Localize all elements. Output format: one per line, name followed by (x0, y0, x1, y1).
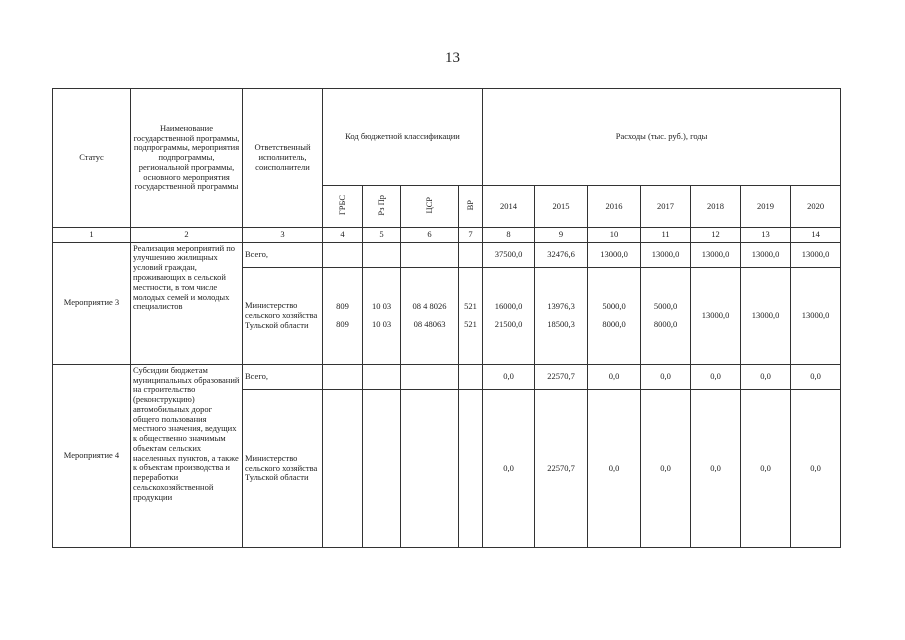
col-number: 10 (588, 227, 641, 242)
col-number: 8 (483, 227, 535, 242)
col-number: 1 (53, 227, 131, 242)
header-code-csr: ЦСР (401, 185, 459, 227)
col-number: 7 (459, 227, 483, 242)
measure4-2019: 0,0 (741, 390, 791, 548)
measure3-responsible: Министерство сельского хозяйства Тульской области (243, 267, 323, 364)
measure3-vr: 521 521 (459, 267, 483, 364)
col-number: 2 (131, 227, 243, 242)
measure3-2017: 5000,0 8000,0 (641, 267, 691, 364)
column-number-row (53, 227, 841, 242)
measure3-total-label: Всего, (243, 242, 323, 267)
measure3-total-csr (401, 242, 459, 267)
header-year-2019: 2019 (741, 185, 791, 227)
header-year-2018: 2018 (691, 185, 741, 227)
header-expenses: Расходы (тыс. руб.), годы (483, 89, 841, 186)
measure3-2019: 13000,0 (741, 267, 791, 364)
measure4-status: Мероприятие 4 (53, 364, 131, 547)
measure4-total-csr (401, 364, 459, 389)
measure3-2014: 16000,0 21500,0 (483, 267, 535, 364)
header-code-rzpr: Рз Пр (363, 185, 401, 227)
page-number: 13 (445, 50, 460, 66)
measure4-name: Субсидии бюджетам муниципальных образований на строительство (реконструкцию) автомобильных дорог общего пользования местного значения, ведущих к общественно значимым объектам сельских населенных пунктов, а также к объектам производства и переработки сельскохозяйственной продукции (131, 364, 243, 547)
measure3-total-2019: 13000,0 (741, 242, 791, 267)
measure3-csr: 08 4 8026 08 48063 (401, 267, 459, 364)
measure4-2020: 0,0 (791, 390, 841, 548)
measure3-total-rzpr (363, 242, 401, 267)
measure3-total-2016: 13000,0 (588, 242, 641, 267)
measure4-total-2016: 0,0 (588, 364, 641, 389)
header-status: Статус (53, 89, 131, 228)
budget-table (52, 88, 841, 548)
measure3-total-2017: 13000,0 (641, 242, 691, 267)
measure4-grbs (323, 390, 363, 548)
col-number: 6 (401, 227, 459, 242)
measure3-total-row (53, 242, 841, 267)
col-number: 5 (363, 227, 401, 242)
measure4-total-2017: 0,0 (641, 364, 691, 389)
col-number: 11 (641, 227, 691, 242)
measure4-total-2015: 22570,7 (535, 364, 588, 389)
measure4-csr (401, 390, 459, 548)
measure4-total-grbs (323, 364, 363, 389)
measure4-total-2018: 0,0 (691, 364, 741, 389)
col-number: 13 (741, 227, 791, 242)
measure3-total-2020: 13000,0 (791, 242, 841, 267)
measure4-total-vr (459, 364, 483, 389)
measure3-total-vr (459, 242, 483, 267)
measure3-total-2018: 13000,0 (691, 242, 741, 267)
measure3-2018: 13000,0 (691, 267, 741, 364)
col-number: 3 (243, 227, 323, 242)
header-responsible: Ответственный исполнитель, соисполнители (243, 89, 323, 228)
measure4-total-rzpr (363, 364, 401, 389)
measure3-2015: 13976,3 18500,3 (535, 267, 588, 364)
measure4-vr (459, 390, 483, 548)
measure4-responsible: Министерство сельского хозяйства Тульской области (243, 390, 323, 548)
measure4-total-row (53, 364, 841, 389)
measure3-2020: 13000,0 (791, 267, 841, 364)
measure4-rzpr (363, 390, 401, 548)
measure3-status: Мероприятие 3 (53, 242, 131, 364)
header-name: Наименование государственной программы, подпрограммы, мероприятия подпрограммы, региональной программы, основного мероприятия государственной программы (131, 89, 243, 228)
measure4-total-2014: 0,0 (483, 364, 535, 389)
header-year-2020: 2020 (791, 185, 841, 227)
measure3-grbs: 809 809 (323, 267, 363, 364)
measure4-total-label: Всего, (243, 364, 323, 389)
measure3-2016: 5000,0 8000,0 (588, 267, 641, 364)
measure4-2016: 0,0 (588, 390, 641, 548)
measure3-name: Реализация мероприятий по улучшению жилищных условий граждан, проживающих в сельской местности, в том числе молодых семей и молодых специалистов (131, 242, 243, 364)
header-year-2014: 2014 (483, 185, 535, 227)
measure4-2014: 0,0 (483, 390, 535, 548)
measure4-total-2020: 0,0 (791, 364, 841, 389)
col-number: 9 (535, 227, 588, 242)
measure3-total-2015: 32476,6 (535, 242, 588, 267)
header-year-2017: 2017 (641, 185, 691, 227)
header-year-2016: 2016 (588, 185, 641, 227)
col-number: 14 (791, 227, 841, 242)
measure4-2017: 0,0 (641, 390, 691, 548)
measure3-total-2014: 37500,0 (483, 242, 535, 267)
measure4-total-2019: 0,0 (741, 364, 791, 389)
measure3-total-grbs (323, 242, 363, 267)
header-row-1 (53, 89, 841, 186)
measure4-2015: 22570,7 (535, 390, 588, 548)
header-year-2015: 2015 (535, 185, 588, 227)
header-code-grbs: ГРБС (323, 185, 363, 227)
header-code-vr: ВР (459, 185, 483, 227)
col-number: 4 (323, 227, 363, 242)
header-budget-code: Код бюджетной классификации (323, 89, 483, 186)
col-number: 12 (691, 227, 741, 242)
measure4-2018: 0,0 (691, 390, 741, 548)
measure3-rzpr: 10 03 10 03 (363, 267, 401, 364)
